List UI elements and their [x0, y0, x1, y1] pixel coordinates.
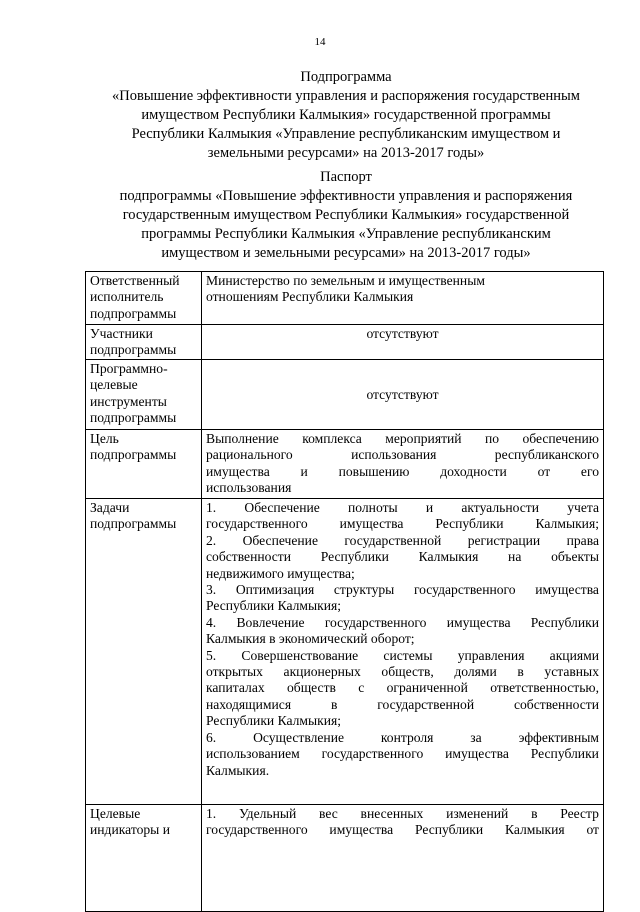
word: имущества: [535, 582, 599, 598]
row-label: [86, 430, 202, 499]
value-line: использования: [206, 480, 292, 496]
word: Республики: [414, 822, 484, 838]
value-line: [206, 730, 599, 746]
label-line: Участники: [90, 326, 153, 341]
word: Обеспечение: [242, 532, 318, 548]
row-value: [202, 325, 604, 360]
word: за: [470, 729, 482, 745]
word: от: [586, 822, 599, 838]
word: 2.: [206, 532, 217, 548]
word: полноты: [348, 500, 398, 515]
table-row: [86, 360, 604, 430]
word: обеспечению: [522, 431, 599, 446]
table-row: [86, 499, 604, 805]
label-line: подпрограммы: [90, 410, 177, 426]
value-line: [206, 549, 599, 565]
label-line: целевые: [90, 377, 138, 393]
word: по: [484, 431, 500, 446]
value-line: [206, 447, 599, 463]
label-line: индикаторы и: [90, 822, 170, 838]
row-value: [202, 360, 604, 430]
table-row: [86, 272, 604, 325]
word: использованием: [206, 746, 300, 762]
word: регистрации: [467, 532, 541, 548]
word: в: [517, 664, 524, 680]
subprogram-heading-line: «Повышение эффективности управления и распоряжения государственным: [112, 88, 580, 104]
word: структуры: [333, 582, 395, 598]
word: собственности: [206, 549, 292, 565]
row-label: [86, 325, 202, 360]
word: эффективным: [518, 729, 599, 745]
row-label: [86, 272, 202, 325]
word: его: [580, 463, 599, 479]
word: государственного: [206, 516, 308, 532]
word: государственного: [321, 746, 424, 762]
word: Оптимизация: [235, 582, 315, 598]
subprogram-heading-line: Подпрограмма: [300, 69, 392, 85]
word: 4.: [206, 614, 217, 630]
word: Обеспечение: [244, 500, 320, 515]
word: в: [330, 696, 338, 712]
word: Республики: [530, 746, 599, 762]
word: обществ,: [381, 664, 434, 680]
word: права: [566, 532, 599, 548]
value-line: Республики Калмыкия;: [206, 598, 342, 614]
subprogram-heading: [86, 68, 606, 163]
word: объекты: [551, 549, 599, 565]
word: 6.: [206, 729, 217, 745]
word: имущества: [206, 463, 270, 479]
value-line: [206, 697, 599, 713]
word: доходности: [440, 463, 507, 479]
word: Республики: [530, 614, 599, 630]
label-line: Цель: [90, 431, 119, 446]
value-line: [206, 680, 599, 696]
row-label: [86, 805, 202, 912]
value-line: [206, 582, 599, 598]
subprogram-heading-line: Республики Калмыкия «Управление республиканским имуществом и: [131, 126, 561, 142]
passport-heading-line: Паспорт: [320, 169, 372, 185]
value-line: [206, 516, 599, 532]
label-line: подпрограммы: [90, 342, 177, 358]
row-value: [202, 430, 604, 499]
word: государственной: [377, 696, 475, 712]
word: государственного: [206, 822, 308, 838]
label-line: подпрограммы: [90, 305, 177, 321]
word: 1.: [206, 500, 217, 515]
passport-heading-line: подпрограммы «Повышение эффективности управления и распоряжения: [119, 188, 573, 204]
word: открытых: [206, 664, 263, 680]
passport-heading-line: программы Республики Калмыкия «Управление республиканским: [141, 226, 551, 242]
word: уставных: [544, 664, 599, 680]
word: Выполнение: [206, 431, 279, 446]
page-number: 14: [314, 36, 326, 48]
word: внесенных: [360, 806, 424, 821]
value-line: Калмыкия в экономический оборот;: [206, 631, 415, 647]
value-line: [206, 431, 599, 447]
word: имущества: [446, 614, 511, 630]
word: ограниченной: [386, 680, 468, 696]
value-text: отсутствуют: [366, 326, 439, 341]
word: Удельный: [238, 806, 297, 821]
word: имущества: [339, 516, 404, 532]
passport-heading-line: имуществом и земельными ресурсами» на 2013-2017 годы»: [161, 245, 531, 261]
label-line: Программно-: [90, 361, 168, 376]
value-line: [206, 822, 599, 838]
value-line: [206, 615, 599, 631]
value-line: [206, 464, 599, 480]
table-row: [86, 325, 604, 360]
label-line: Ответственный: [90, 273, 180, 288]
word: Калмыкия: [504, 822, 565, 838]
label-line: Целевые: [90, 806, 141, 821]
word: Осуществление: [253, 729, 344, 745]
value-line: [206, 533, 599, 549]
word: вес: [319, 806, 338, 821]
subprogram-heading-line: земельными ресурсами» на 2013-2017 годы»: [207, 145, 485, 161]
word: и: [425, 500, 434, 515]
word: ответственностью,: [490, 680, 599, 696]
word: государственного: [324, 614, 427, 630]
value-line: [206, 664, 599, 680]
word: Реестр: [560, 806, 599, 821]
subprogram-heading-line: имуществом Республики Калмыкия» государственной программы: [141, 107, 551, 123]
word: имущества: [329, 822, 394, 838]
word: Калмыкия;: [535, 516, 599, 532]
row-label: [86, 499, 202, 805]
word: на: [508, 549, 522, 565]
value-line: [206, 648, 599, 664]
word: республиканского: [494, 447, 599, 463]
row-value: [202, 499, 604, 805]
table-row: [86, 805, 604, 912]
word: государственного: [413, 582, 516, 598]
row-value: [202, 272, 604, 325]
row-value: [202, 805, 604, 912]
word: контроля: [380, 729, 434, 745]
table-row: [86, 430, 604, 499]
word: Республики: [435, 516, 504, 532]
value-line: Республики Калмыкия;: [206, 713, 342, 729]
word: акционерных: [283, 664, 361, 680]
word: Калмыкия: [418, 549, 479, 565]
word: обществ: [287, 680, 336, 696]
value-line: [206, 746, 599, 762]
word: комплекса: [302, 431, 362, 446]
word: государственной: [344, 532, 442, 548]
word: капиталах: [206, 680, 265, 696]
word: от: [537, 463, 551, 479]
word: Совершенствование: [241, 647, 359, 663]
word: имущества: [445, 746, 509, 762]
word: системы: [383, 647, 433, 663]
word: собственности: [513, 696, 599, 712]
word: 3.: [206, 582, 217, 598]
value-text: отсутствуют: [366, 386, 439, 402]
word: рационального: [206, 447, 293, 463]
word: 1.: [206, 806, 217, 821]
row-label: [86, 360, 202, 430]
word: находящимися: [206, 696, 292, 712]
word: изменений: [446, 806, 509, 821]
word: мероприятий: [385, 431, 462, 446]
word: Республики: [320, 549, 389, 565]
word: управления: [457, 647, 525, 663]
label-line: подпрограммы: [90, 516, 177, 532]
passport-heading-line: государственным имуществом Республики Калмыкия» государственной: [122, 207, 570, 223]
word: акциями: [549, 647, 599, 663]
label-line: подпрограммы: [90, 447, 177, 463]
word: Вовлечение: [236, 614, 305, 630]
word: актуальности: [461, 500, 539, 515]
word: с: [358, 680, 365, 696]
label-line: Задачи: [90, 500, 130, 515]
word: использования: [351, 447, 437, 463]
word: 5.: [206, 647, 217, 663]
value-line: [206, 500, 599, 516]
label-line: инструменты: [90, 393, 167, 409]
word: повышению: [338, 463, 410, 479]
value-line: Калмыкия.: [206, 762, 270, 778]
value-line: Министерство по земельным и имущественным: [206, 273, 485, 288]
value-line: недвижимого имущества;: [206, 565, 355, 581]
word: и: [300, 463, 308, 479]
label-line: исполнитель: [90, 289, 164, 305]
word: в: [531, 806, 538, 821]
value-line: отношениям Республики Калмыкия: [206, 289, 414, 305]
word: учета: [567, 500, 599, 515]
passport-heading: [86, 168, 606, 263]
value-line: [206, 806, 599, 822]
passport-table: [85, 271, 604, 912]
word: долями: [454, 664, 497, 680]
